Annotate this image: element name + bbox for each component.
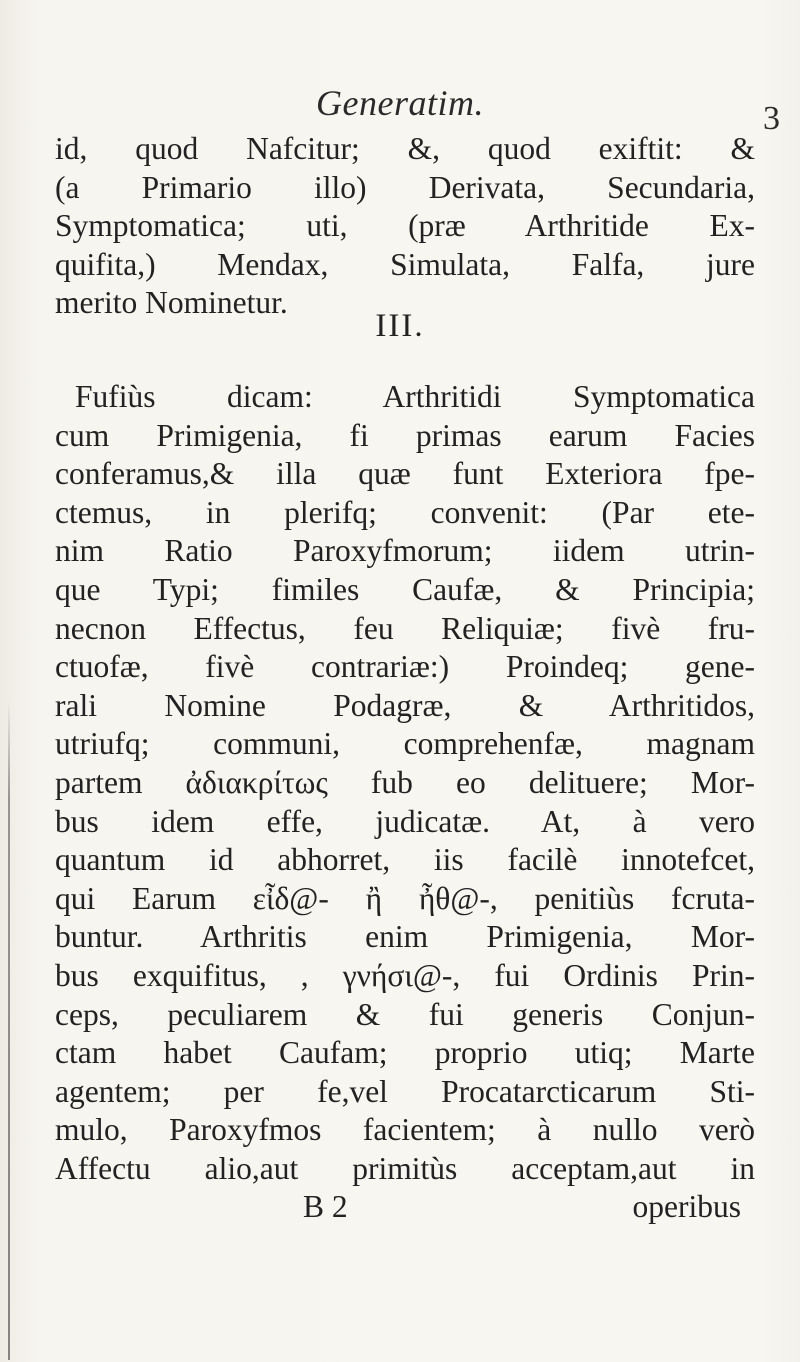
text-line: bus exquifitus, , γνήσι@-, fui Ordinis Prin- xyxy=(55,957,755,993)
text-line: partem ἀδιακρίτως fub eo delituere; Mor- xyxy=(55,764,755,800)
text-line: que Typi; fimiles Caufæ, & Principia; xyxy=(55,571,755,607)
text-line: ceps, peculiarem & fui generis Conjun- xyxy=(55,996,755,1032)
text-line: mulo, Paroxyfmos facientem; à nullo verò xyxy=(55,1112,755,1148)
text-line: conferamus,& illa quæ funt Exteriora fpe- xyxy=(55,456,755,492)
text-line: ctam habet Caufam; proprio utiq; Marte xyxy=(55,1035,755,1071)
binding-edge xyxy=(8,700,10,1360)
text-line: necnon Effectus, feu Reliquiæ; fivè fru- xyxy=(55,610,755,646)
paragraph-1 xyxy=(55,130,755,323)
text-line: rali Nomine Podagræ, & Arthritidos, xyxy=(55,687,755,723)
section-heading: III. xyxy=(375,308,425,344)
footer-row xyxy=(55,1188,755,1227)
text-line: quantum id abhorret, iis facilè innotefcet, xyxy=(55,842,755,878)
text-line: ctemus, in plerifq; convenit: (Par ete- xyxy=(55,494,755,530)
text-line: bus idem effe, judicatæ. At, à vero xyxy=(55,803,755,839)
catchword: operibus xyxy=(632,1189,741,1225)
text-line: buntur. Arthritis enim Primigenia, Mor- xyxy=(55,919,755,955)
text-line: Affectu alio,aut primitùs acceptam,aut in xyxy=(55,1150,755,1186)
text-line: (a Primario illo) Derivata, Secundaria, xyxy=(55,169,755,205)
text-line: nim Ratio Paroxyfmorum; iidem utrin- xyxy=(55,533,755,569)
running-head: Generatim. xyxy=(316,83,484,123)
page-number: 3 xyxy=(763,100,780,137)
text-line: ctuofæ, fivè contrariæ:) Proindeq; gene- xyxy=(55,649,755,685)
text-line: utriufq; communi, comprehenfæ, magnam xyxy=(55,726,755,762)
text-line: id, quod Nafcitur; &, quod exiftit: & xyxy=(55,131,755,166)
paragraph-2 xyxy=(55,378,755,1227)
signature-mark: B 2 xyxy=(303,1189,348,1225)
text-line: cum Primigenia, fi primas earum Facies xyxy=(55,417,755,453)
text-line: Fufiùs dicam: Arthritidi Symptomatica xyxy=(75,379,755,414)
text-line: qui Earum εἶδ@- ἢ ἦθ@-, penitiùs fcruta- xyxy=(55,880,755,916)
text-line: agentem; per fe,vel Procatarcticarum Sti- xyxy=(55,1073,755,1109)
text-line: quifita,) Mendax, Simulata, Falfa, jure xyxy=(55,246,755,282)
text-line: Symptomatica; uti, (præ Arthritide Ex- xyxy=(55,208,755,244)
text-line: merito Nominetur. xyxy=(55,285,288,321)
